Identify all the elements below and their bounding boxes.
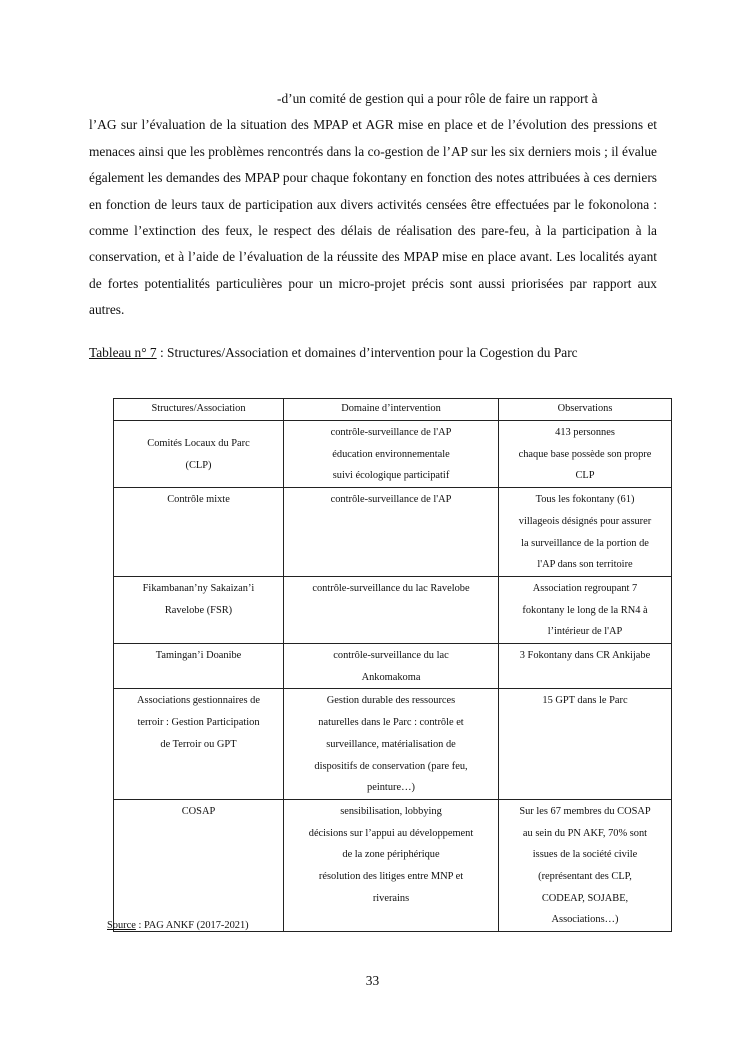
table-cell-structure (114, 799, 284, 931)
cell-line: Associations…) (551, 914, 619, 926)
cell-line: 3 Fokontany dans CR Ankijabe (519, 650, 651, 662)
table-cell-domaine (284, 689, 499, 800)
cell-line: dispositifs de conservation (pare feu, (314, 760, 468, 772)
cell-line: terroir : Gestion Participation (137, 717, 260, 729)
source-note (107, 920, 249, 931)
cell-line: Tous les fokontany (61) (535, 494, 635, 506)
cell-line: de Terroir ou GPT (160, 738, 237, 750)
cell-line: villageois désignés pour assurer (518, 515, 652, 527)
table-row (114, 576, 672, 643)
cell-line: décisions sur l’appui au développement (308, 827, 474, 839)
cell-line: contrôle-surveillance du lac Ravelobe (312, 582, 470, 594)
cell-line: contrôle-surveillance de l'AP (330, 427, 452, 438)
cell-line: l’intérieur de l'AP (547, 626, 623, 638)
cell-line: peinture…) (367, 782, 415, 794)
cell-line: sensibilisation, lobbying (340, 805, 442, 817)
table-cell-observations (499, 488, 672, 577)
table-cell-structure (114, 576, 284, 643)
cell-line: Contrôle mixte (167, 494, 230, 506)
body-paragraph (89, 86, 657, 324)
header-domaine: Domaine d’intervention (284, 399, 499, 421)
table-row (114, 799, 672, 931)
cell-line: Associations gestionnaires de (137, 695, 260, 707)
table-caption-text: : Structures/Association et domaines d’intervention pour la Cogestion du Parc (156, 345, 578, 360)
table-body (114, 421, 672, 932)
cell-line: Fikambanan’ny Sakaizan’i (142, 582, 255, 594)
table-cell-observations (499, 576, 672, 643)
cell-line: résolution des litiges entre MNP et (318, 871, 464, 883)
table-row (114, 644, 672, 689)
cell-line: 413 personnes (555, 427, 615, 438)
cell-line: fokontany le long de la RN4 à (522, 604, 648, 616)
table-row (114, 689, 672, 800)
cell-line: Tamingan’i Doanibe (155, 650, 242, 662)
table-caption-label: Tableau n° 7 (89, 345, 157, 360)
header-observations: Observations (499, 399, 672, 421)
source-text: : PAG ANKF (2017-2021) (135, 920, 249, 931)
cell-line: l'AP dans son territoire (537, 559, 633, 571)
table-row (114, 421, 672, 488)
table-cell-structure (114, 689, 284, 800)
table-cell-domaine (284, 644, 499, 689)
table-cell-observations (499, 799, 672, 931)
cell-line: chaque base possède son propre (518, 448, 652, 460)
cell-line: (CLP) (185, 459, 212, 471)
table-cell-domaine (284, 799, 499, 931)
table-cell-structure (114, 488, 284, 577)
cell-line: contrôle-surveillance du lac (333, 650, 449, 662)
cell-line: la surveillance de la portion de (521, 537, 649, 549)
cell-line: issues de la société civile (532, 849, 638, 861)
cell-line: surveillance, matérialisation de (326, 738, 456, 750)
table-cell-structure (114, 644, 284, 689)
cell-line: COSAP (181, 805, 216, 817)
cell-line: Association regroupant 7 (532, 582, 638, 594)
cell-line: Ravelobe (FSR) (164, 604, 233, 616)
cell-line: CODEAP, SOJABE, (541, 892, 629, 904)
cell-line: 15 GPT dans le Parc (542, 695, 628, 707)
paragraph-first-line: -d’un comité de gestion qui a pour rôle de faire un rapport à (277, 91, 598, 106)
paragraph-text: l’AG sur l’évaluation de la situation des MPAP et AGR mise en place et de l’évolution des pressions et menaces ainsi que les problèmes rencontrés dans la co-gestion de l’AP sur les six derniers mois ; il évalue également les demandes des MPAP pour chaque fokontany en fonction des notes attribuées à ces derniers en fonction de leurs taux de participation aux divers activités censées être effectuées par le fokonolona : comme l’extinction des feux, le respect des délais de réalisation des pare-feu, à la participation à la conservation, et à l’aide de l’évaluation de la réussite des MPAP mise en place avant. Les localités ayant de fortes potentialités particulières pour un micro-projet précis sont aussi priorisées par rapport aux autres. (89, 117, 657, 318)
table-cell-observations (499, 421, 672, 488)
table-row (114, 488, 672, 577)
cell-line: riverains (372, 892, 410, 904)
table-cell-observations (499, 689, 672, 800)
table-cell-observations (499, 644, 672, 689)
cell-line: Ankomakoma (361, 671, 421, 683)
cell-line: Gestion durable des ressources (326, 695, 456, 707)
cell-line: CLP (575, 470, 595, 482)
source-label: Source (107, 920, 136, 931)
table-cell-domaine (284, 421, 499, 488)
cell-line: Comités Locaux du Parc (147, 437, 250, 449)
cell-line: éducation environnementale (332, 448, 450, 460)
table-cell-domaine (284, 576, 499, 643)
cell-line: (représentant des CLP, (538, 871, 632, 883)
header-structures: Structures/Association (114, 399, 284, 421)
table-cell-structure (114, 421, 284, 488)
table-header-row (114, 399, 672, 421)
structures-table (113, 398, 672, 932)
cell-line: au sein du PN AKF, 70% sont (522, 827, 648, 839)
page-number: 33 (365, 973, 380, 988)
cell-line: de la zone périphérique (342, 849, 440, 861)
cell-line: contrôle-surveillance de l'AP (330, 494, 452, 506)
table-cell-domaine (284, 488, 499, 577)
table-caption (89, 345, 578, 361)
cell-line: naturelles dans le Parc : contrôle et (318, 717, 464, 729)
cell-line: suivi écologique participatif (332, 470, 450, 482)
cell-line: Sur les 67 membres du COSAP (519, 805, 651, 817)
